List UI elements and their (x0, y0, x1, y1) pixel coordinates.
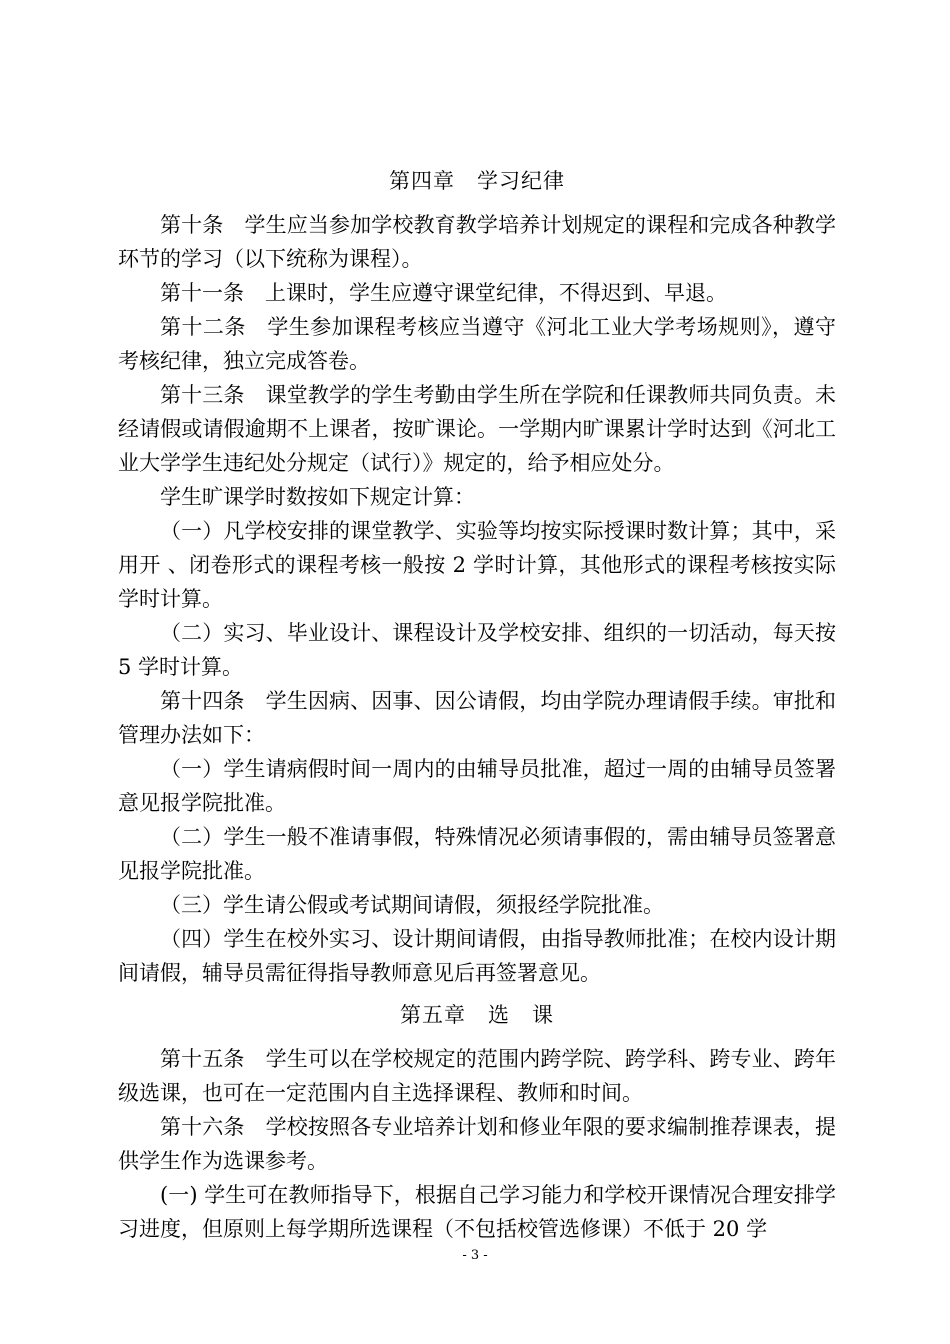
course-selection-rule-1: (一) 学生可在教师指导下，根据自己学习能力和学校开课情况合理安排学习进度，但原则上每学期所选课程（不包括校管选修课）不低于 20 学 (118, 1183, 836, 1241)
article-13: 第十三条 课堂教学的学生考勤由学生所在学院和任课教师共同负责。未经请假或请假逾期不上课者，按旷课论。一学期内旷课累计学时达到《河北工业大学学生违纪处分规定（试行）》规定的，给予相应处分。 (118, 383, 836, 475)
chapter-5-title: 第五章 选 课 (400, 1003, 554, 1027)
absence-rule-2: （二）实习、毕业设计、课程设计及学校安排、组织的一切活动，每天按 5 学时计算。 (118, 621, 843, 679)
absence-hours-intro: 学生旷课学时数按如下规定计算： (160, 485, 475, 509)
absence-rule-1: （一）凡学校安排的课堂教学、实验等均按实际授课时数计算；其中，采用开 、闭卷形式的课程考核一般按 2 学时计算，其他形式的课程考核按实际学时计算。 (118, 519, 836, 611)
article-12: 第十二条 学生参加课程考核应当遵守《河北工业大学考场规则》，遵守考核纪律，独立完成答卷。 (118, 315, 836, 373)
article-11: 第十一条 上课时，学生应遵守课堂纪律，不得迟到、早退。 (160, 281, 727, 305)
leave-rule-3: （三）学生请公假或考试期间请假，须报经学院批准。 (160, 893, 664, 917)
leave-rule-4: （四）学生在校外实习、设计期间请假，由指导教师批准；在校内设计期间请假，辅导员需征得指导教师意见后再签署意见。 (118, 927, 836, 985)
article-15: 第十五条 学生可以在学校规定的范围内跨学院、跨学科、跨专业、跨年级选课，也可在一定范围内自主选择课程、教师和时间。 (118, 1047, 836, 1105)
article-14: 第十四条 学生因病、因事、因公请假，均由学院办理请假手续。审批和管理办法如下： (118, 689, 836, 747)
leave-rule-1: （一）学生请病假时间一周内的由辅导员批准，超过一周的由辅导员签署意见报学院批准。 (118, 757, 836, 815)
page-number: - 3 - (462, 1248, 488, 1263)
chapter-4-title: 第四章 学习纪律 (389, 169, 565, 193)
document-body (118, 160, 843, 1246)
article-10: 第十条 学生应当参加学校教育教学培养计划规定的课程和完成各种教学环节的学习（以下统称为课程）。 (118, 213, 836, 271)
article-16: 第十六条 学校按照各专业培养计划和修业年限的要求编制推荐课表，提供学生作为选课参考。 (118, 1115, 836, 1173)
leave-rule-2: （二）学生一般不准请事假，特殊情况必须请事假的，需由辅导员签署意见报学院批准。 (118, 825, 836, 883)
